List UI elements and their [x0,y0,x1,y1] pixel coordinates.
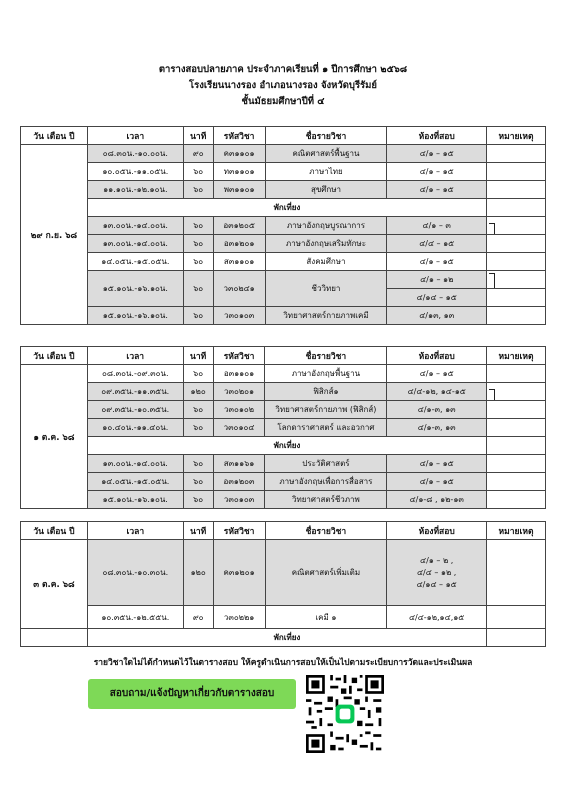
time-cell: ๐๙.๓๕น.-๑๑.๓๕น. [87,383,183,401]
col-code: รหัสวิชา [213,347,265,365]
minutes-cell: ๙๐ [183,606,213,629]
code-cell: ว๓๐๑๐๒ [213,401,265,419]
col-minutes: นาที [183,127,213,145]
room-cell: ๔/๑-๘ , ๑๒-๑๓ [387,491,487,509]
note-cell [487,606,546,629]
time-cell: ๑๕.๑๐น.-๑๖.๑๐น. [87,271,183,307]
doc-title: ตารางสอบปลายภาค ประจำภาคเรียนที่ ๑ ปีการศึกษา ๒๕๖๘ [158,64,408,75]
school-name: โรงเรียนนางรอง อำเภอนางรอง จังหวัดบุรีรัมย์ [189,80,377,91]
room-cell: ๔/๑-๓, ๑๓ [387,401,487,419]
col-code: รหัสวิชา [213,522,265,540]
time-cell: ๑๐.๔๐น.-๑๑.๔๐น. [87,419,183,437]
subject-cell: โลกดาราศาสตร์ และอวกาศ [265,419,387,437]
table-header [21,127,546,145]
minutes-cell: ๖๐ [183,365,213,383]
col-room: ห้องที่สอบ [387,347,487,365]
code-cell: ว๓๐๑๐๔ [213,419,265,437]
room-cell: ๔/๔-๑๒, ๑๔-๑๕ [387,383,487,401]
time-cell: ๑๐.๓๕น.-๑๒.๕๕น. [87,606,183,629]
note-cell [487,383,546,401]
exam-date: ๒๙ ก.ย. ๖๘ [21,145,88,325]
room-line: ๔/๔ – ๑๒ , [417,567,457,577]
code-cell: อ๓๑๑๐๑ [213,365,265,383]
col-time: เวลา [87,127,183,145]
room-cell: ๔/๑๓, ๑๓ [387,307,487,325]
subject-cell: วิทยาศาสตร์กายภาพ (ฟิสิกส์) [265,401,387,419]
time-cell: ๐๘.๓๐น.-๑๐.๓๐น. [87,540,183,606]
minutes-cell: ๖๐ [183,419,213,437]
col-date: วัน เดือน ปี [21,522,88,540]
table-row [21,401,546,419]
room-cell: ๔/๑๔ – ๑๕ [387,289,487,307]
col-code: รหัสวิชา [213,127,265,145]
room-cell: ๔/๑ – ๑๕ [387,365,487,383]
room-line: ๔/๑ – ๒ , [420,555,454,565]
col-time: เวลา [87,522,183,540]
table-row [21,307,546,325]
note-cell [487,289,546,307]
table-header [21,347,546,365]
subject-cell: ภาษาอังกฤษพื้นฐาน [265,365,387,383]
code-cell: ส๓๑๑๖๑ [213,455,265,473]
exam-table-day1 [20,126,546,325]
time-cell: ๑๓.๐๐น.-๑๔.๐๐น. [87,455,183,473]
subject-cell: สังคมศึกษา [265,253,387,271]
time-cell: ๑๔.๐๕น.-๑๕.๐๕น. [87,473,183,491]
room-cell: ๔/๑-๓, ๑๓ [387,419,487,437]
code-cell: อ๓๑๒๐๓ [213,473,265,491]
room-line: ๔/๑๔ – ๑๕ [416,579,457,589]
col-room: ห้องที่สอบ [387,127,487,145]
subject-cell: ภาษาอังกฤษบูรณาการ [265,217,387,235]
note-cell [487,181,546,199]
table-row [21,473,546,491]
minutes-cell: ๖๐ [183,473,213,491]
col-note: หมายเหตุ [487,127,546,145]
time-cell: ๑๕.๑๐น.-๑๖.๑๐น. [87,307,183,325]
room-cell: ๔/๔-๑๒,๑๔,๑๕ [387,606,487,629]
room-cell: ๔/๑ – ๑๕ [387,455,487,473]
note-cell [487,401,546,419]
table-row [21,271,546,289]
time-cell: ๐๘.๓๐น.-๑๐.๐๐น. [87,145,183,163]
contact-banner[interactable]: สอบถาม/แจ้งปัญหาเกี่ยวกับตารางสอบ [88,679,296,709]
minutes-cell: ๖๐ [183,307,213,325]
col-note: หมายเหตุ [487,522,546,540]
col-time: เวลา [87,347,183,365]
lunch-break-row [21,199,546,217]
code-cell: ค๓๑๑๐๑ [213,145,265,163]
subject-cell: ภาษาอังกฤษเพื่อการสื่อสาร [265,473,387,491]
room-cell [387,540,487,606]
exam-table-day3 [20,521,546,647]
code-cell: ว๓๐๒๐๑ [213,383,265,401]
note-cell [487,437,546,455]
table-row [21,491,546,509]
room-cell: ๔/๑ – ๑๕ [387,163,487,181]
exam-date: ๑ ต.ค. ๖๘ [21,365,88,509]
qr-code-icon[interactable] [306,675,384,753]
table-row [21,217,546,235]
room-cell: ๔/๑ – ๑๕ [387,473,487,491]
table-row [21,235,546,253]
time-cell: ๑๓.๐๐น.-๑๔.๐๐น. [87,217,183,235]
table-row [21,383,546,401]
time-cell: ๐๙.๓๕น.-๑๐.๓๕น. [87,401,183,419]
col-minutes: นาที [183,347,213,365]
subject-cell: คณิตศาสตร์พื้นฐาน [265,145,387,163]
code-cell: ว๓๐๒๒๑ [213,606,265,629]
subject-cell: คณิตศาสตร์เพิ่มเติม [265,540,387,606]
note-cell [487,365,546,383]
table-row [21,455,546,473]
grade-level: ชั้นมัธยมศึกษาปีที่ ๔ [241,96,325,107]
empty-cell [21,629,88,647]
code-cell: ว๓๐๑๐๓ [213,307,265,325]
table-row [21,606,546,629]
code-cell: พ๓๑๑๐๑ [213,181,265,199]
note-cell [487,473,546,491]
table-row [21,253,546,271]
subject-cell: วิทยาศาสตร์ชีวภาพ [265,491,387,509]
room-cell: ๔/๔ – ๑๕ [387,235,487,253]
code-cell: ว๓๐๑๐๓ [213,491,265,509]
room-cell: ๔/๑ – ๑๕ [387,181,487,199]
minutes-cell: ๖๐ [183,401,213,419]
bracket-icon [489,273,495,289]
room-cell: ๔/๑ – ๓ [387,217,487,235]
minutes-cell: ๖๐ [183,455,213,473]
lunch-break: พักเที่ยง [87,629,486,647]
bracket-icon [489,389,495,401]
note-cell [487,271,546,289]
note-cell [487,540,546,606]
minutes-cell: ๖๐ [183,217,213,235]
code-cell: ส๓๑๑๐๑ [213,253,265,271]
minutes-cell: ๑๒๐ [183,540,213,606]
time-cell: ๑๑.๑๐น.-๑๒.๑๐น. [87,181,183,199]
table-row [21,145,546,163]
code-cell: อ๓๑๒๐๕ [213,217,265,235]
minutes-cell: ๖๐ [183,491,213,509]
subject-cell: ฟิสิกส์๑ [265,383,387,401]
time-cell: ๑๔.๐๕น.-๑๕.๐๕น. [87,253,183,271]
time-cell: ๐๘.๓๐น.-๐๙.๓๐น. [87,365,183,383]
time-cell: ๑๓.๐๐น.-๑๔.๐๐น. [87,235,183,253]
code-cell: อ๓๑๒๐๑ [213,235,265,253]
minutes-cell: ๖๐ [183,235,213,253]
exam-date: ๓ ต.ค. ๖๘ [21,540,88,629]
code-cell: ว๓๐๒๔๑ [213,271,265,307]
note-cell [487,235,546,253]
note-cell [487,253,546,271]
minutes-cell: ๖๐ [183,271,213,307]
col-minutes: นาที [183,522,213,540]
col-date: วัน เดือน ปี [21,127,88,145]
minutes-cell: ๖๐ [183,253,213,271]
col-subject: ชื่อรายวิชา [265,347,387,365]
note-cell [487,491,546,509]
col-date: วัน เดือน ปี [21,347,88,365]
table-row [21,163,546,181]
table-row [21,540,546,606]
subject-cell: สุขศึกษา [265,181,387,199]
subject-cell: ภาษาอังกฤษเสริมทักษะ [265,235,387,253]
subject-cell: ประวัติศาสตร์ [265,455,387,473]
note-cell [487,217,546,235]
minutes-cell: ๙๐ [183,145,213,163]
room-cell: ๔/๑ – ๑๒ [387,271,487,289]
table-row [21,181,546,199]
note-cell [487,163,546,181]
note-cell [487,455,546,473]
note-cell [487,629,546,647]
code-cell: ค๓๑๒๐๑ [213,540,265,606]
minutes-cell: ๖๐ [183,163,213,181]
footer-note: รายวิชาใดไม่ได้กำหนดไว้ในตารางสอบ ให้ครูดำเนินการสอบให้เป็นไปตามระเบียบการวัดและประเมินผล [93,658,473,668]
exam-table-day2 [20,346,546,509]
minutes-cell: ๖๐ [183,181,213,199]
note-cell [487,199,546,217]
col-subject: ชื่อรายวิชา [265,522,387,540]
room-cell: ๔/๑ – ๑๕ [387,253,487,271]
note-cell [487,145,546,163]
note-cell [487,419,546,437]
col-subject: ชื่อรายวิชา [265,127,387,145]
lunch-break-row [21,437,546,455]
code-cell: ท๓๑๑๐๑ [213,163,265,181]
bracket-icon [489,223,495,235]
table-header [21,522,546,540]
lunch-break: พักเที่ยง [87,437,486,455]
time-cell: ๑๐.๐๕น.-๑๑.๐๕น. [87,163,183,181]
col-room: ห้องที่สอบ [387,522,487,540]
table-row [21,365,546,383]
time-cell: ๑๕.๑๐น.-๑๖.๑๐น. [87,491,183,509]
note-cell [487,307,546,325]
col-note: หมายเหตุ [487,347,546,365]
subject-cell: วิทยาศาสตร์กายภาพเคมี [265,307,387,325]
subject-cell: เคมี ๑ [265,606,387,629]
minutes-cell: ๑๒๐ [183,383,213,401]
subject-cell: ชีววิทยา [265,271,387,307]
table-row [21,419,546,437]
lunch-break-row [21,629,546,647]
room-cell: ๔/๑ – ๑๕ [387,145,487,163]
lunch-break: พักเที่ยง [87,199,486,217]
subject-cell: ภาษาไทย [265,163,387,181]
